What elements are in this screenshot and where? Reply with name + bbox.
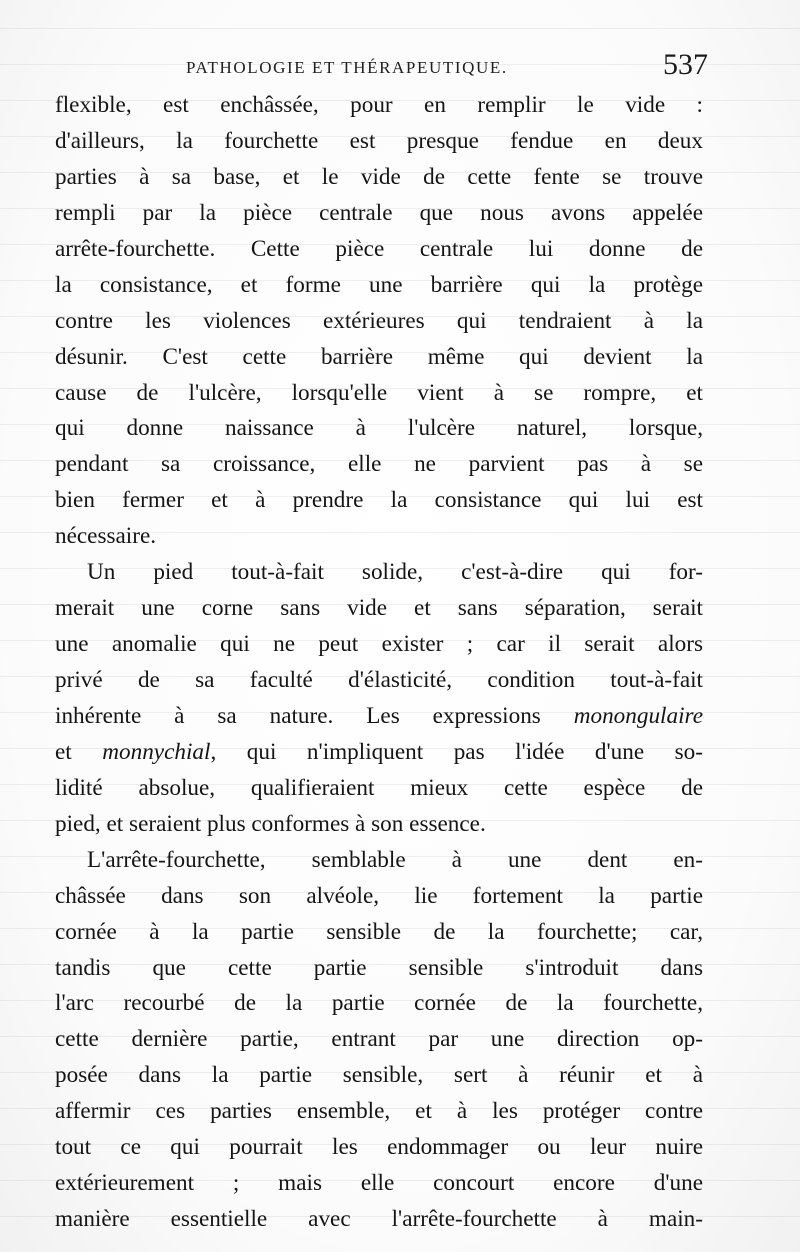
text-line: arrête-fourchette. Cette pièce centrale lui donne de — [55, 235, 703, 262]
text-line: la consistance, et forme une barrière qui la protège — [55, 271, 703, 298]
text-line: bien fermer et à prendre la consistance qui lui est — [55, 487, 703, 514]
running-head: PATHOLOGIE ET THÉRAPEUTIQUE. — [186, 58, 508, 77]
text-line: posée dans la partie sensible, sert à réunir et à — [55, 1062, 703, 1089]
text-line: L'arrête-fourchette, semblable à une dent en- — [87, 846, 703, 873]
text-line: inhérente à sa nature. Les expressions monongulaire — [55, 702, 703, 729]
text-line: privé de sa faculté d'élasticité, condition tout-à-fait — [55, 667, 703, 693]
text-line: manière essentielle avec l'arrête-fourchette à main- — [55, 1206, 703, 1233]
text-line: extérieurement ; mais elle concourt encore d'une — [55, 1170, 703, 1197]
text-line: tout ce qui pourrait les endommager ou leur nuire — [55, 1134, 703, 1161]
text-line: nécessaire. — [55, 523, 157, 550]
italic-term: monongulaire — [573, 702, 703, 729]
body-text — [55, 88, 703, 1238]
text-line: pendant sa croissance, elle ne parvient pas à se — [55, 451, 703, 478]
text-line: cornée à la partie sensible de la fourchette; car, — [55, 918, 703, 945]
text-line: lidité absolue, qualifieraient mieux cette espèce de — [55, 774, 703, 801]
text-line: pied, et seraient plus conformes à son essence. — [55, 810, 486, 837]
text-line: contre les violences extérieures qui tendraient à la — [55, 307, 703, 334]
text-line: flexible, est enchâssée, pour en remplir le vide : — [55, 92, 703, 118]
text-line: d'ailleurs, la fourchette est presque fendue en deux — [55, 127, 703, 154]
text-line: châssée dans son alvéole, lie fortement la partie — [55, 882, 703, 909]
text-line: désunir. C'est cette barrière même qui devient la — [55, 343, 703, 370]
text-line: affermir ces parties ensemble, et à les protéger contre — [55, 1098, 703, 1125]
italic-term: monnychial — [102, 738, 211, 765]
text-line: rempli par la pièce centrale que nous avons appelée — [55, 199, 703, 226]
text-line: tandis que cette partie sensible s'introduit dans — [55, 954, 703, 981]
text-line: l'arc recourbé de la partie cornée de la fourchette, — [55, 990, 703, 1017]
text-line: une anomalie qui ne peut exister ; car il serait alors — [55, 631, 703, 658]
text-line: Un pied tout-à-fait solide, c'est-à-dire qui for- — [87, 559, 703, 586]
text-line: parties à sa base, et le vide de cette fente se trouve — [55, 163, 703, 190]
page-header — [56, 48, 708, 86]
text-line: qui donne naissance à l'ulcère naturel, lorsque, — [55, 415, 703, 442]
text-line: cause de l'ulcère, lorsqu'elle vient à se rompre, et — [55, 379, 703, 406]
text-line: merait une corne sans vide et sans séparation, serait — [55, 595, 703, 622]
page-number: 537 — [663, 48, 708, 81]
text-line: et monnychial, qui n'impliquent pas l'idée d'une so- — [55, 738, 703, 765]
text-line: cette dernière partie, entrant par une direction op- — [55, 1026, 703, 1053]
